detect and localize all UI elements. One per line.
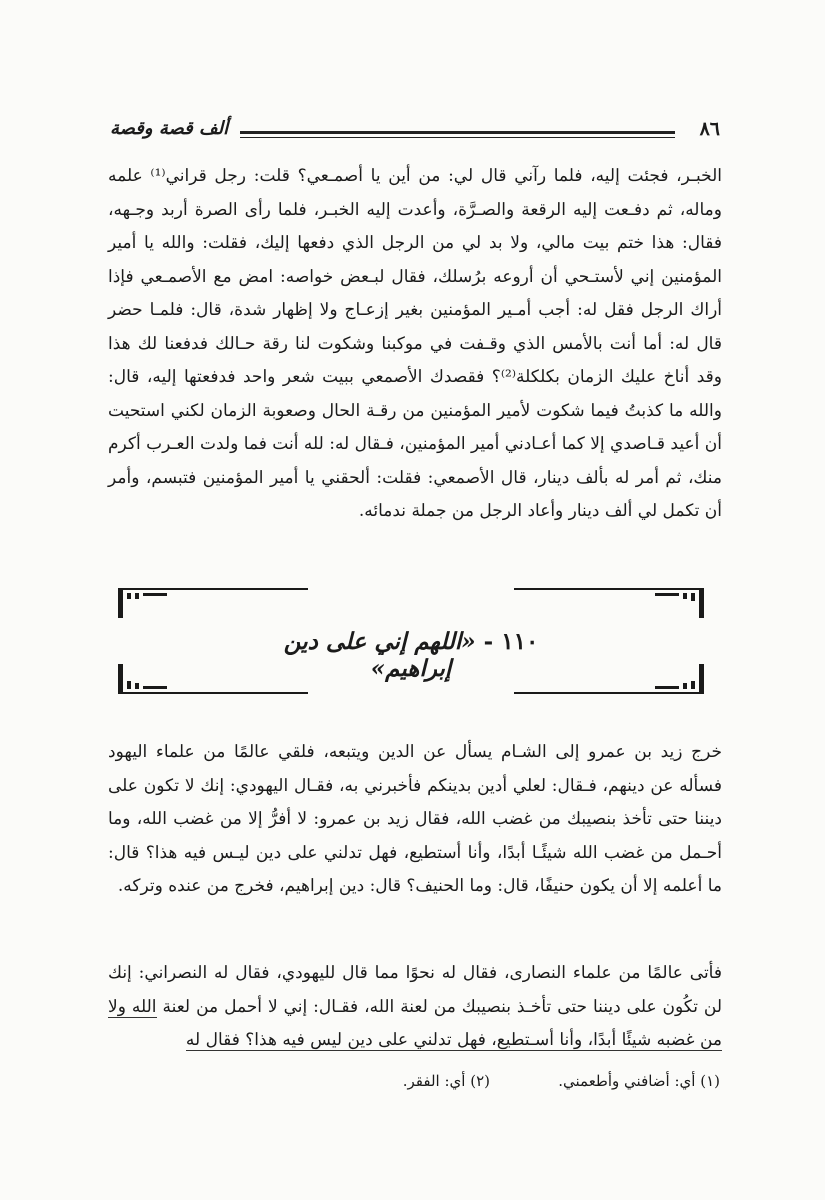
- text-line: الله، وما أحـمل من غضب الله شيئًـا أبدًا، وأنا أستطيع، فهل تدلني على دين ليـس فيه: [108, 809, 722, 863]
- text-line: الله ولا من غضبه شيئًا أبدًا، وأنا أسـتطيع، فهل تدلني على دين ليس فيه هذا؟ فقال له: [108, 996, 722, 1050]
- text-line: فقال: هذا ختم بيت مالي، ولا بد لي من الرجل الذي دفعها إليك، فقلت: والله يا أمير: [108, 233, 722, 253]
- text-line: أن تكمل لي ألف دينار وأعاد الرجل من جملة ندمائه.: [358, 501, 722, 521]
- text-line: من عنده وتركه.: [117, 876, 229, 896]
- book-title: ألف قصة وقصة: [110, 118, 229, 139]
- text-line: والله ما كذبتُ فيما شكوت لأمير المؤمنين من رقـة الحال وصعوبة الزمان لكني استحيت أن: [108, 400, 722, 454]
- text-line: منك، ثم أمر له بألف دينار، قال الأصمعي: فقلت: ألحقني يا أمير المؤمنين فتبسم، وأمر: [108, 467, 722, 488]
- text-line: المؤمنين إني لأستـحي أن أروعه برُسلك، فقال لبـعض خواصه: امض مع الأصمـعي فإذا: [108, 266, 722, 287]
- text-line: خرج زيد بن عمرو إلى الشـام يسأل عن الدين ويتبعه، فلقي عالمًا من علماء اليهود: [108, 742, 722, 762]
- running-header: [110, 118, 720, 148]
- text-line: أعيد قـاصدي إلا كما أعـادني أمير المؤمنين، فـقال له: لله أنت فما ولدت العـرب أكرم: [108, 434, 700, 454]
- section-title: «اللهم إني على دين إبراهيم»: [283, 628, 476, 682]
- frame-ornament-bottom-left: [118, 660, 308, 696]
- text-line: أراك الرجل فقل له: أجب أمـير المؤمنين بغير إزعـاج ولا إظهار شدة، قال: فلمـا حضر: [108, 300, 722, 320]
- page-number: ٨٦: [699, 118, 720, 140]
- paragraph-1: [108, 160, 722, 529]
- text-line: إنك لن تكُون على ديننا حتى تأخـذ بنصيبك من لعنة الله، فقـال: إني لا أحمل من لعنة: [108, 963, 723, 1017]
- section-frame: [118, 584, 704, 696]
- frame-ornament-bottom-right: [514, 660, 704, 696]
- footnotes: [270, 1072, 720, 1096]
- text-line: فأتى عالمًا من علماء النصارى، فقال له نحوًا مما قال لليهودي، فقال له النصراني:: [138, 963, 722, 983]
- paragraph-3: [108, 957, 722, 1058]
- text-line: هذا؟ قال: ما أعلمه إلا أن يكون حنيفًا، قال: وما الحنيف؟ قال: دين إبراهيم، فخرج: [108, 842, 722, 896]
- text-line: وماله، ثم دفـعت إليه الرقعة والصـرَّة، وأعدت إليه الخبـر، فلما رأى الصرة أربد وجـهه،: [108, 199, 722, 220]
- header-rule: [240, 131, 675, 138]
- text-line: الخبـر، فجئت إليه، فلما رآني قال لي: من أين يا أصمـعي؟ قلت: رجل قراني⁽¹⁾ علمه: [108, 166, 723, 186]
- text-line: فسأله عن دينهم، فـقال: لعلي أدين بدينكم فأخبرني به، فقـال اليهودي: إنك لا تكون: [143, 775, 722, 796]
- footnote-1: (١) أي: أضافني وأطعمني.: [558, 1072, 720, 1090]
- text-line: قال له: أما أنت بالأمس الذي وقـفت في موكبنا وشكوت لنا رقة حـالك فدفعنا لك هذا: [108, 333, 722, 354]
- section-number: ١١٠ -: [483, 628, 539, 655]
- footnote-2: (٢) أي: الفقر.: [402, 1072, 490, 1090]
- paragraph-2: [108, 736, 722, 904]
- frame-ornament-top-right: [514, 584, 704, 620]
- frame-ornament-top-left: [118, 584, 308, 620]
- text-line: على ديننا حتى تأخذ بنصيبك من غضب الله، فقال زيد بن عمرو: لا أفرُّ إلا من غضب: [108, 775, 722, 829]
- text-line: وقد أناخ عليك الزمان بكلكلة⁽²⁾؟ فقصدك الأصمعي ببيت شعر واحد فدفعتها إليه، قال:: [108, 367, 722, 387]
